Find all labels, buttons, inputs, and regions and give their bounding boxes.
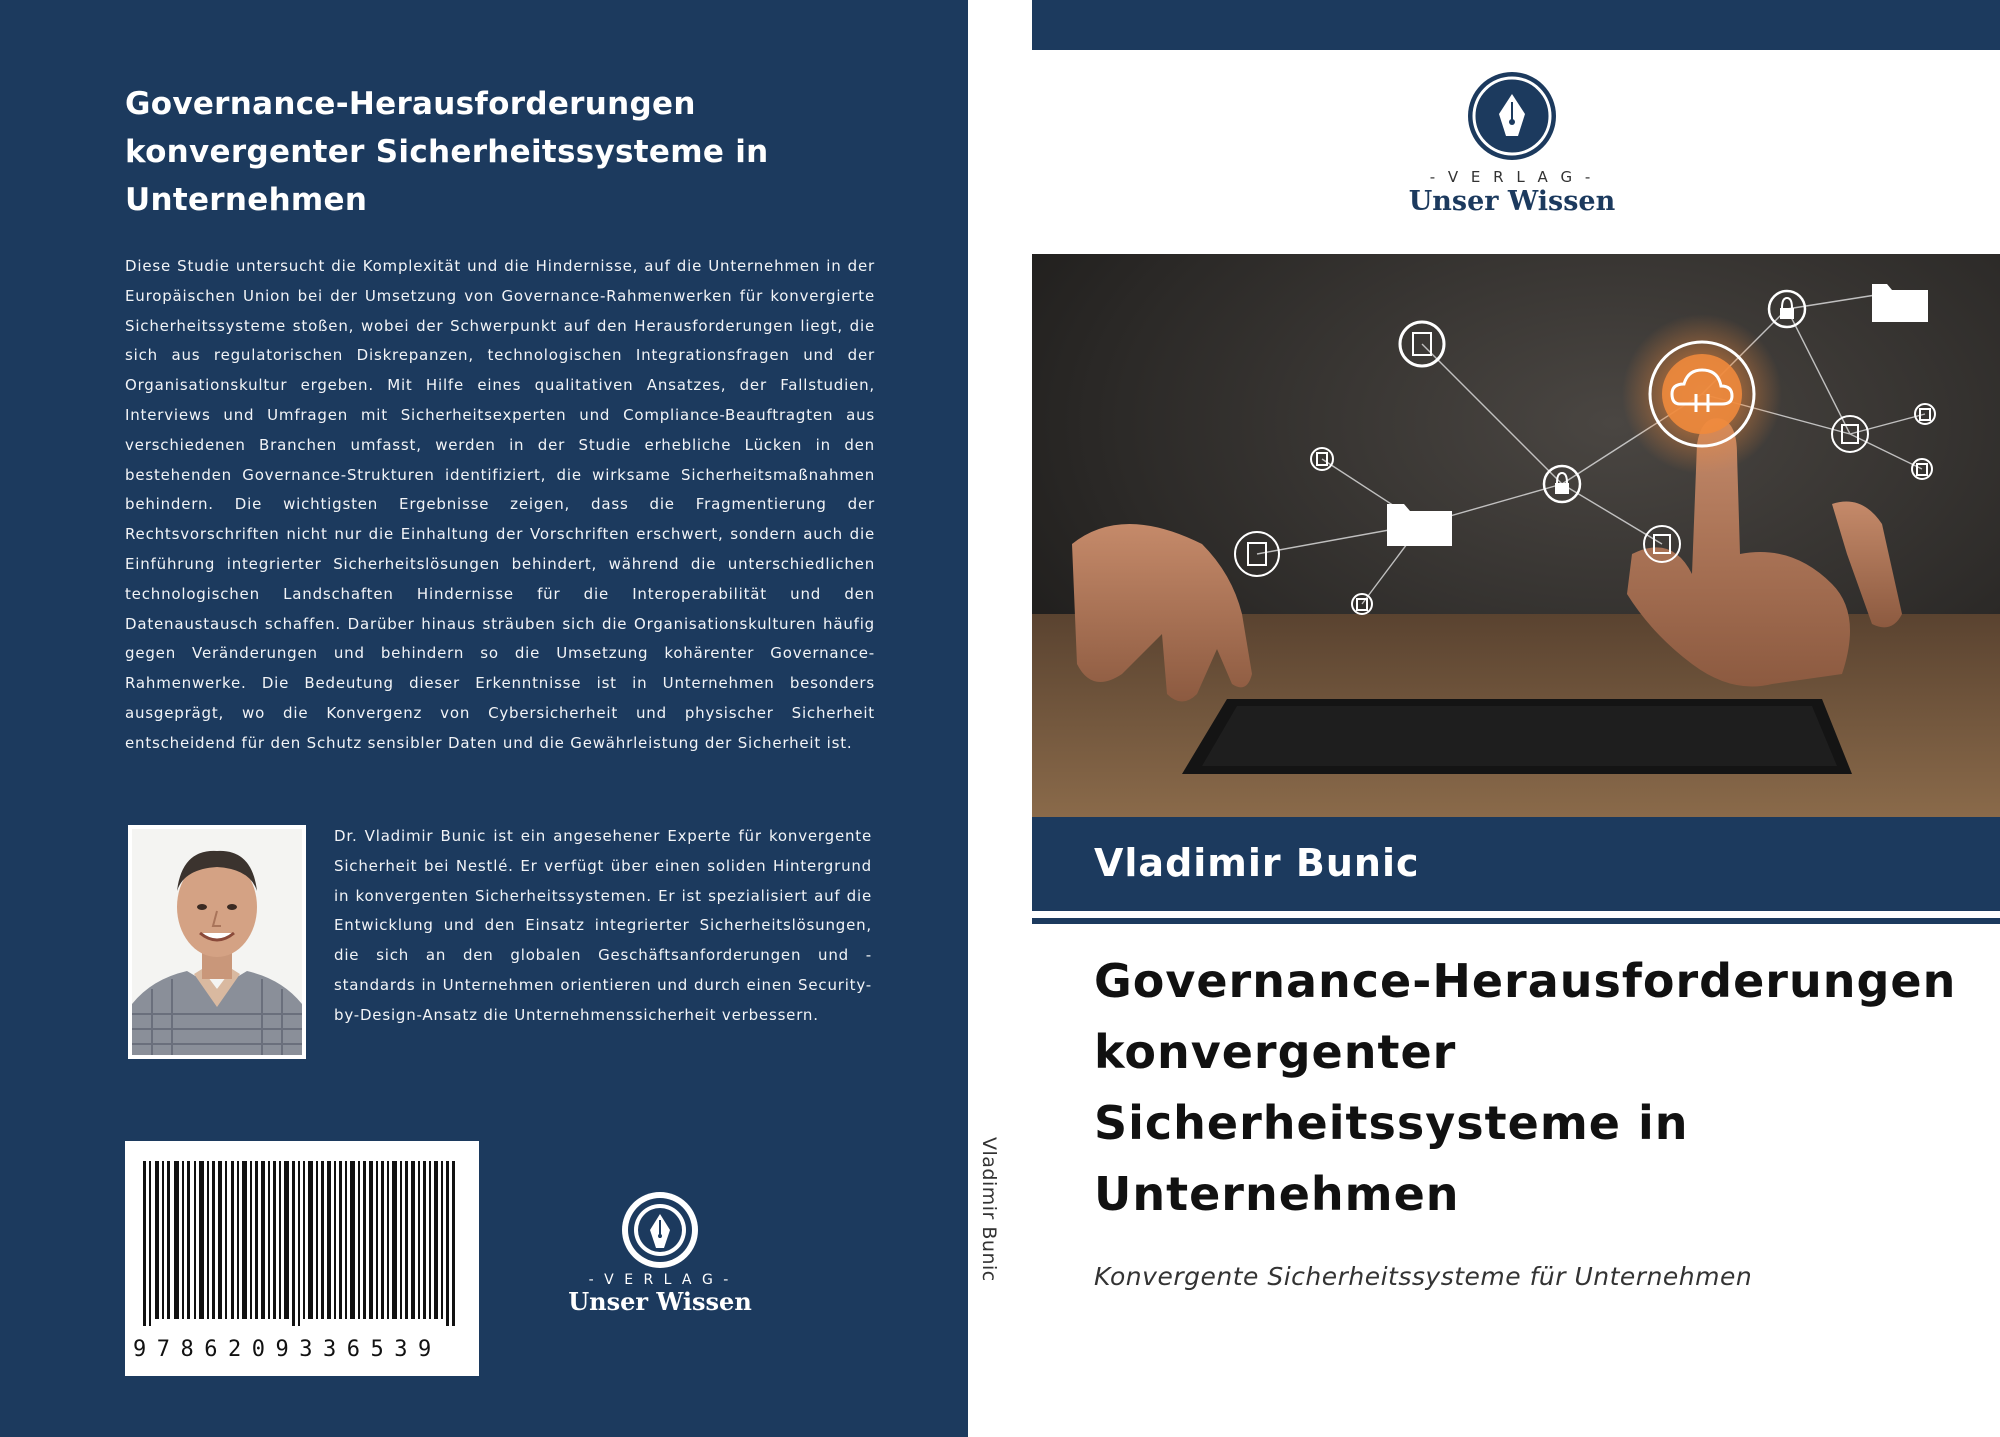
back-cover: [0, 0, 968, 1437]
publisher-name: Unser Wissen: [568, 1287, 752, 1316]
verlag-label: - V E R L A G -: [588, 1272, 732, 1288]
front-publisher-logo: [1404, 68, 1620, 218]
title-line: Sicherheitssysteme in: [1094, 1096, 1689, 1150]
front-cover-subtitle: Konvergente Sicherheitssysteme für Unternehmen: [1094, 1262, 1753, 1291]
barcode-icon: [125, 1141, 479, 1336]
front-cover-author: Vladimir Bunic: [1094, 841, 1420, 885]
title-line: Unternehmen: [1094, 1167, 1460, 1221]
front-cover: [1032, 0, 2000, 1437]
front-cover-title: [1094, 946, 1974, 1230]
back-publisher-logo: [560, 1190, 760, 1320]
barcode: [125, 1141, 479, 1376]
author-portrait-icon: [132, 829, 302, 1055]
pen-nib-icon: [1468, 72, 1556, 160]
back-cover-blurb: Diese Studie untersucht die Komplexität und die Hindernisse, auf die Unternehmen in der Europäischen Union bei der Umsetzung von Governance-Rahmenwerken für konvergierte Sicherheitssysteme stoßen, wobei der Schwerpunkt auf den Herausforderungen liegt, die sich aus regulatorischen Diskrepanzen, technologischen Integrationsfragen und der Organisationskultur ergeben. Mit Hilfe eines qualitativen Ansatzes, der Fallstudien, Interviews und Umfragen mit Sicherheitsexperten und Compliance-Beauftragten aus verschiedenen Branchen umfasst, werden in der Studie erhebliche Lücken in den bestehenden Governance-Strukturen identifiziert, die wirksame Sicherheitsmaßnahmen behindern. Die wichtigsten Ergebnisse zeigen, dass die Fragmentierung der Rechtsvorschriften nicht nur die Einhaltung der Vorschriften erschwert, sondern auch die Einführung integrierter Sicherheitslösungen behindert, während die unterschiedlichen technologischen Landschaften Hindernisse für die Interoperabilität und den Datenaustausch schaffen. Darüber hinaus sträuben sich die Organisationskulturen häufig gegen Veränderungen und behindern so die Umsetzung kohärenter Governance-Rahmenwerke. Die Bedeutung dieser Erkenntnisse ist in Unternehmen besonders ausgeprägt, wo die Konvergenz von Cybersicherheit und physischer Sicherheit entscheidend für den Schutz sensibler Daten und die Gewährleistung der Sicherheit ist.: [125, 257, 875, 752]
back-cover-title: Governance-Herausforderungen konvergenter Sicherheitssysteme in Unternehmen: [125, 86, 769, 218]
spine-author: Vladimir Bunic: [978, 1137, 1000, 1282]
author-band: [1032, 817, 2000, 911]
cover-image: [1032, 254, 2000, 817]
title-line: Governance-Herausforderungen: [1094, 954, 1957, 1008]
author-photo: [128, 825, 306, 1059]
verlag-label-front: - V E R L A G -: [1429, 168, 1595, 186]
isbn-number: 9786209336539: [133, 1337, 442, 1362]
title-line: konvergenter: [1094, 1025, 1457, 1079]
author-bio: Dr. Vladimir Bunic ist ein angesehener Experte für konvergente Sicherheit bei Nestlé. Er verfügt über einen soliden Hintergrund in konvergenten Sicherheitssystemen. Er ist spezialisiert auf die Entwicklung und den Einsatz integrierter Sicherheitslösungen, die sich an den globalen Geschäftsanforderungen und -standards in Unternehmen orientieren und durch einen Security-by-Design-Ansatz die Unternehmenssicherheit verbessern.: [334, 827, 872, 1024]
divider-rule: [1032, 918, 2000, 924]
publisher-seal-icon: [622, 1192, 698, 1268]
front-top-bar: [1032, 0, 2000, 50]
spine: [968, 0, 1032, 1437]
publisher-name-front: Unser Wissen: [1408, 186, 1616, 217]
